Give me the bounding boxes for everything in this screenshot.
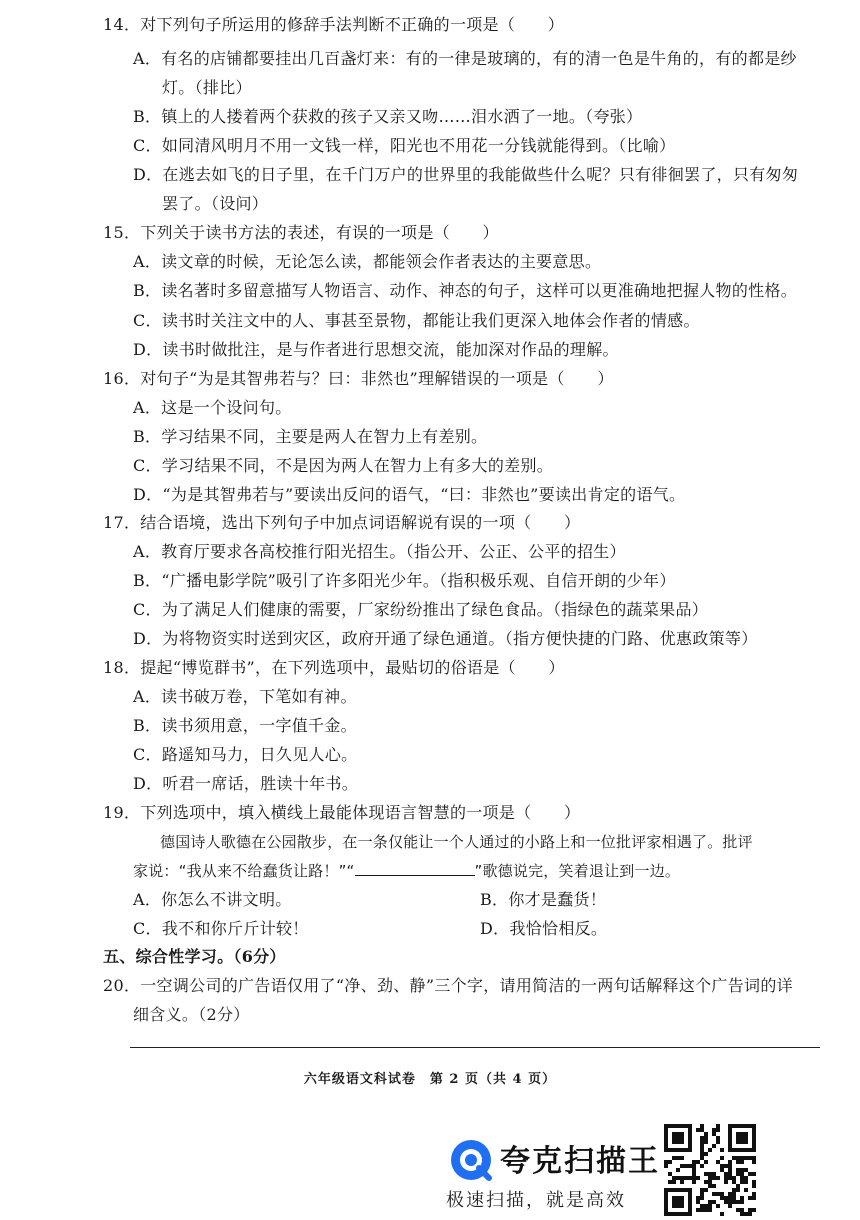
question-18-stem: 18．提起“博览群书”，在下列选项中，最贴切的俗语是（ ） — [103, 658, 565, 677]
question-14-option-a: A．有名的店铺都要挂出几百盏灯来：有的一律是玻璃的，有的清一色是牛角的，有的都是纱 — [133, 49, 797, 68]
question-14-option-c: C．如同清风明月不用一文钱一样，阳光也不用花一分钱就能得到。（比喻） — [133, 136, 676, 155]
question-15-option-a: A．读文章的时候，无论怎么读，都能领会作者表达的主要意思。 — [133, 252, 602, 271]
question-15-option-d: D．读书时做批注，是与作者进行思想交流，能加深对作品的理解。 — [133, 340, 619, 359]
footer-divider — [130, 1047, 820, 1048]
watermark-slogan: 极速扫描，就是高效 — [446, 1190, 626, 1211]
question-17-option-c: C．为了满足人们健康的需要，厂家纷纷推出了绿色食品。（指绿色的蔬菜果品） — [133, 600, 709, 619]
question-20-stem-cont: 细含义。（2分） — [133, 1005, 250, 1024]
question-19-story-line1: 德国诗人歌德在公园散步，在一条仅能让一个人通过的小路上和一位批评家相遇了。批评 — [160, 833, 753, 851]
question-19-option-a: A．你怎么不讲文明。 — [133, 890, 292, 909]
question-19-stem: 19．下列选项中，填入横线上最能体现语言智慧的一项是（ ） — [103, 803, 581, 822]
question-20-stem: 20．一空调公司的广告语仅用了“净、劲、静”三个字，请用简洁的一两句话解释这个广告词的详 — [103, 976, 793, 995]
question-19-story-line2 — [133, 859, 680, 882]
question-17-option-d: D．为将物资实时送到灾区，政府开通了绿色通道。（指方便快捷的门路、优惠政策等） — [133, 629, 758, 648]
story-line2-end: ”歌德说完，笑着退让到一边。 — [474, 862, 681, 880]
question-18-option-d: D．听君一席话，胜读十年书。 — [133, 774, 359, 793]
question-16-option-d: D．“为是其智弗若与”要读出反问的语气，“曰：非然也”要读出肯定的语气。 — [133, 485, 686, 504]
qr-code-icon — [664, 1124, 756, 1216]
quark-logo-icon — [449, 1138, 493, 1182]
question-17-stem: 17．结合语境，选出下列句子中加点词语解说有误的一项（ ） — [103, 513, 581, 532]
question-18-option-b: B．读书须用意，一字值千金。 — [133, 716, 357, 735]
question-14-option-d-cont: 罢了。（设问） — [162, 194, 269, 213]
question-15-option-c: C．读书时关注文中的人、事甚至景物，都能让我们更深入地体会作者的情感。 — [133, 311, 700, 330]
question-14-option-a-cont: 灯。（排比） — [162, 78, 252, 97]
question-15-stem: 15．下列关于读书方法的表述，有误的一项是（ ） — [103, 223, 499, 242]
question-16-option-c: C．学习结果不同，不是因为两人在智力上有多大的差别。 — [133, 456, 554, 475]
story-line2-start: 家说：“我从来不给蠢货让路！”“ — [133, 862, 355, 880]
question-14-option-b: B．镇上的人搂着两个获救的孩子又亲又吻……泪水洒了一地。（夸张） — [133, 107, 643, 126]
question-14-option-d: D．在逃去如飞的日子里，在千门万户的世界里的我能做些什么呢？只有徘徊罢了，只有匆匆 — [133, 165, 799, 184]
page-footer: 六年级语文科试卷 第 2 页（共 4 页） — [303, 1072, 557, 1087]
question-16-option-b: B．学习结果不同，主要是两人在智力上有差别。 — [133, 427, 488, 446]
question-18-option-a: A．读书破万卷，下笔如有神。 — [133, 687, 357, 706]
question-16-option-a: A．这是一个设问句。 — [133, 398, 292, 417]
watermark-title: 夸克扫描王 — [500, 1144, 660, 1179]
question-19-option-b: B．你才是蠢货！ — [480, 890, 607, 909]
question-16-stem: 16．对句子“为是其智弗若与？曰：非然也”理解错误的一项是（ ） — [103, 369, 614, 388]
question-19-option-c: C．我不和你斤斤计较！ — [133, 919, 309, 938]
section-5-heading: 五、综合性学习。（6分） — [103, 947, 286, 966]
answer-blank[interactable] — [355, 859, 475, 876]
question-17-option-a: A．教育厅要求各高校推行阳光招生。（指公开、公正、公平的招生） — [133, 542, 626, 561]
question-18-option-c: C．路遥知马力，日久见人心。 — [133, 745, 358, 764]
question-19-option-d: D．我恰恰相反。 — [480, 919, 608, 938]
question-14-stem: 14．对下列句子所运用的修辞手法判断不正确的一项是（ ） — [103, 15, 565, 34]
question-15-option-b: B．读名著时多留意描写人物语言、动作、神态的句子，这样可以更准确地把握人物的性格。 — [133, 281, 798, 300]
question-17-option-b: B．“广播电影学院”吸引了许多阳光少年。（指积极乐观、自信开朗的少年） — [133, 571, 676, 590]
